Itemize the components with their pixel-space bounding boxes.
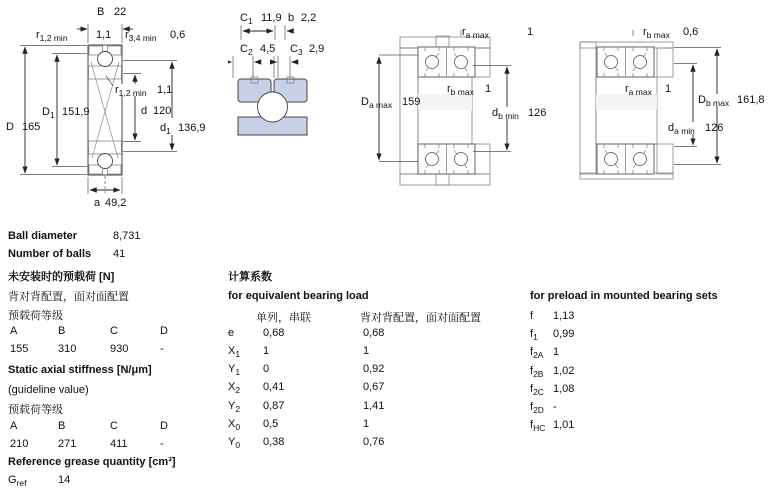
preload-values-row: 155 310 930 - [10,343,164,355]
dim-value-r34-min: 0,6 [170,29,186,41]
stiffness-subtitle: (guideline value) [8,384,89,396]
grease-title: Reference grease quantity [cm³] [8,456,176,468]
f2A-row: $f_{2A}$ 1 [530,346,560,360]
ball-bottom [98,154,113,169]
dim-value-C2: 4,5 [260,43,276,55]
dim-value-D: 165 [22,121,41,133]
grease-row [8,474,70,486]
dim-label-b: b [288,12,295,24]
f-row: f 1,13 [530,310,575,322]
stiffness-title: Static axial stiffness [N/μm] [8,364,152,376]
dim-label-r12-min-top: $r_{1,2 min}$ [36,29,68,43]
col1-header: 单列，串联 [256,312,311,324]
dim-label-da-min: $d_{a min}$ [668,122,695,136]
calc-row-e: e 0,68 0,68 [228,327,385,339]
dim-label-r12-min-mid: $r_{1,2 min}$ [115,84,147,98]
dim-label-r34-min: $r_{3,4 min}$ [125,29,157,43]
dim-label-db-min: $d_{b min}$ [492,107,519,121]
dim-label-C1: $C_1$ [240,12,253,26]
preload-mounted-title: for preload in mounted bearing sets [530,290,718,302]
dim-value-Da-max: 159 [402,96,421,108]
dim-value-d: 120 [153,105,172,117]
equivalent-load-title: for equivalent bearing load [228,290,369,302]
bearing-pair-mounting-drawing-right [578,20,775,192]
dim-value-da-min: 126 [705,122,724,134]
dim-value-d1: 136,9 [178,122,206,134]
calc-row-X1: $X_1$ 1 1 [228,345,370,359]
f2D-row: $f_{2D}$ - [530,401,557,415]
number-of-balls-row [8,248,125,260]
number-of-balls-label: Number of balls [8,248,92,260]
calc-row-Y0: $Y_0$ 0,38 0,76 [228,436,385,450]
dim-value-C3: 2,9 [309,43,325,55]
dim-label-d: d [141,105,148,117]
preload-unmounted-title: 未安装时的预载荷 [N] [8,271,115,283]
f2B-row: $f_{2B}$ 1,02 [530,365,575,379]
dim-label-ra-max-right: $r_{a max}$ [625,83,652,97]
dim-label-D1: $D_1$ [42,106,55,120]
preload-unmounted-subtitle: 背对背配置，面对面配置 [8,291,129,303]
preload-class-header-row: A B C D [10,325,168,337]
dim-label-Db-max: $D_{b max}$ [698,94,730,108]
stiffness-class-label: 预载荷等级 [8,404,63,416]
number-of-balls-value: 41 [113,248,126,260]
col2-header: 背对背配置，面对面配置 [360,312,481,324]
preload-class-label: 预载荷等级 [8,310,63,322]
f2C-row: $f_{2C}$ 1,08 [530,383,575,397]
dim-value-Db-max: 161,8 [737,94,765,106]
dim-value-B: 22 [114,6,127,18]
dim-value-r12-min-top: 1,1 [96,29,112,41]
ball-top [98,52,113,67]
stiffness-class-header-row: A B C D [10,420,168,432]
dim-label-C2: $C_2$ [240,43,253,57]
grease-symbol: $G_{ref}$ [8,474,27,488]
dim-label-ra-max-left: $r_{a max}$ [462,26,489,40]
dim-value-r12-min-mid: 1,1 [157,84,173,96]
dim-label-d1: $d_1$ [160,122,171,136]
dim-value-rb-max-right: 0,6 [683,26,699,38]
ball-large [258,92,288,122]
dim-value-a: 49,2 [105,197,127,209]
dim-value-ra-max-right: 1 [665,83,672,95]
dim-value-ra-max-left: 1 [527,26,534,38]
calc-row-Y1: $Y_1$ 0 0,92 [228,363,385,377]
dim-value-D1: 151,9 [62,106,90,118]
grease-value: 14 [58,474,71,486]
dim-label-a: a [94,197,101,209]
ball-diameter-value: 8,731 [113,230,141,242]
dim-value-rb-max-left: 1 [485,83,492,95]
ball-diameter-row [8,230,141,242]
dim-label-rb-max-right: $r_{b max}$ [643,26,670,40]
bearing-pair-mounting-drawing-left [365,20,565,192]
ball-diameter-label: Ball diameter [8,230,78,242]
dim-label-C3: $C_3$ [290,43,303,57]
dim-label-B: B [97,6,105,18]
calc-factors-title: 计算系数 [228,271,272,283]
f1-row: $f_1$ 0,99 [530,328,575,342]
calc-row-X2: $X_2$ 0,41 0,67 [228,381,385,395]
fHC-row: $f_{HC}$ 1,01 [530,419,575,433]
calc-row-X0: $X_0$ 0,5 1 [228,418,370,432]
dim-label-D: D [6,121,14,133]
dim-value-db-min: 126 [528,107,547,119]
dim-label-Da-max: $D_{a max}$ [361,96,393,110]
calc-row-Y2: $Y_2$ 0,87 1,41 [228,400,385,414]
dim-label-rb-max-left: $r_{b max}$ [447,83,474,97]
dim-value-C1: 11,9 [261,12,282,24]
dim-value-b: 2,2 [301,12,317,24]
stiffness-values-row: 210 271 411 - [10,438,164,450]
